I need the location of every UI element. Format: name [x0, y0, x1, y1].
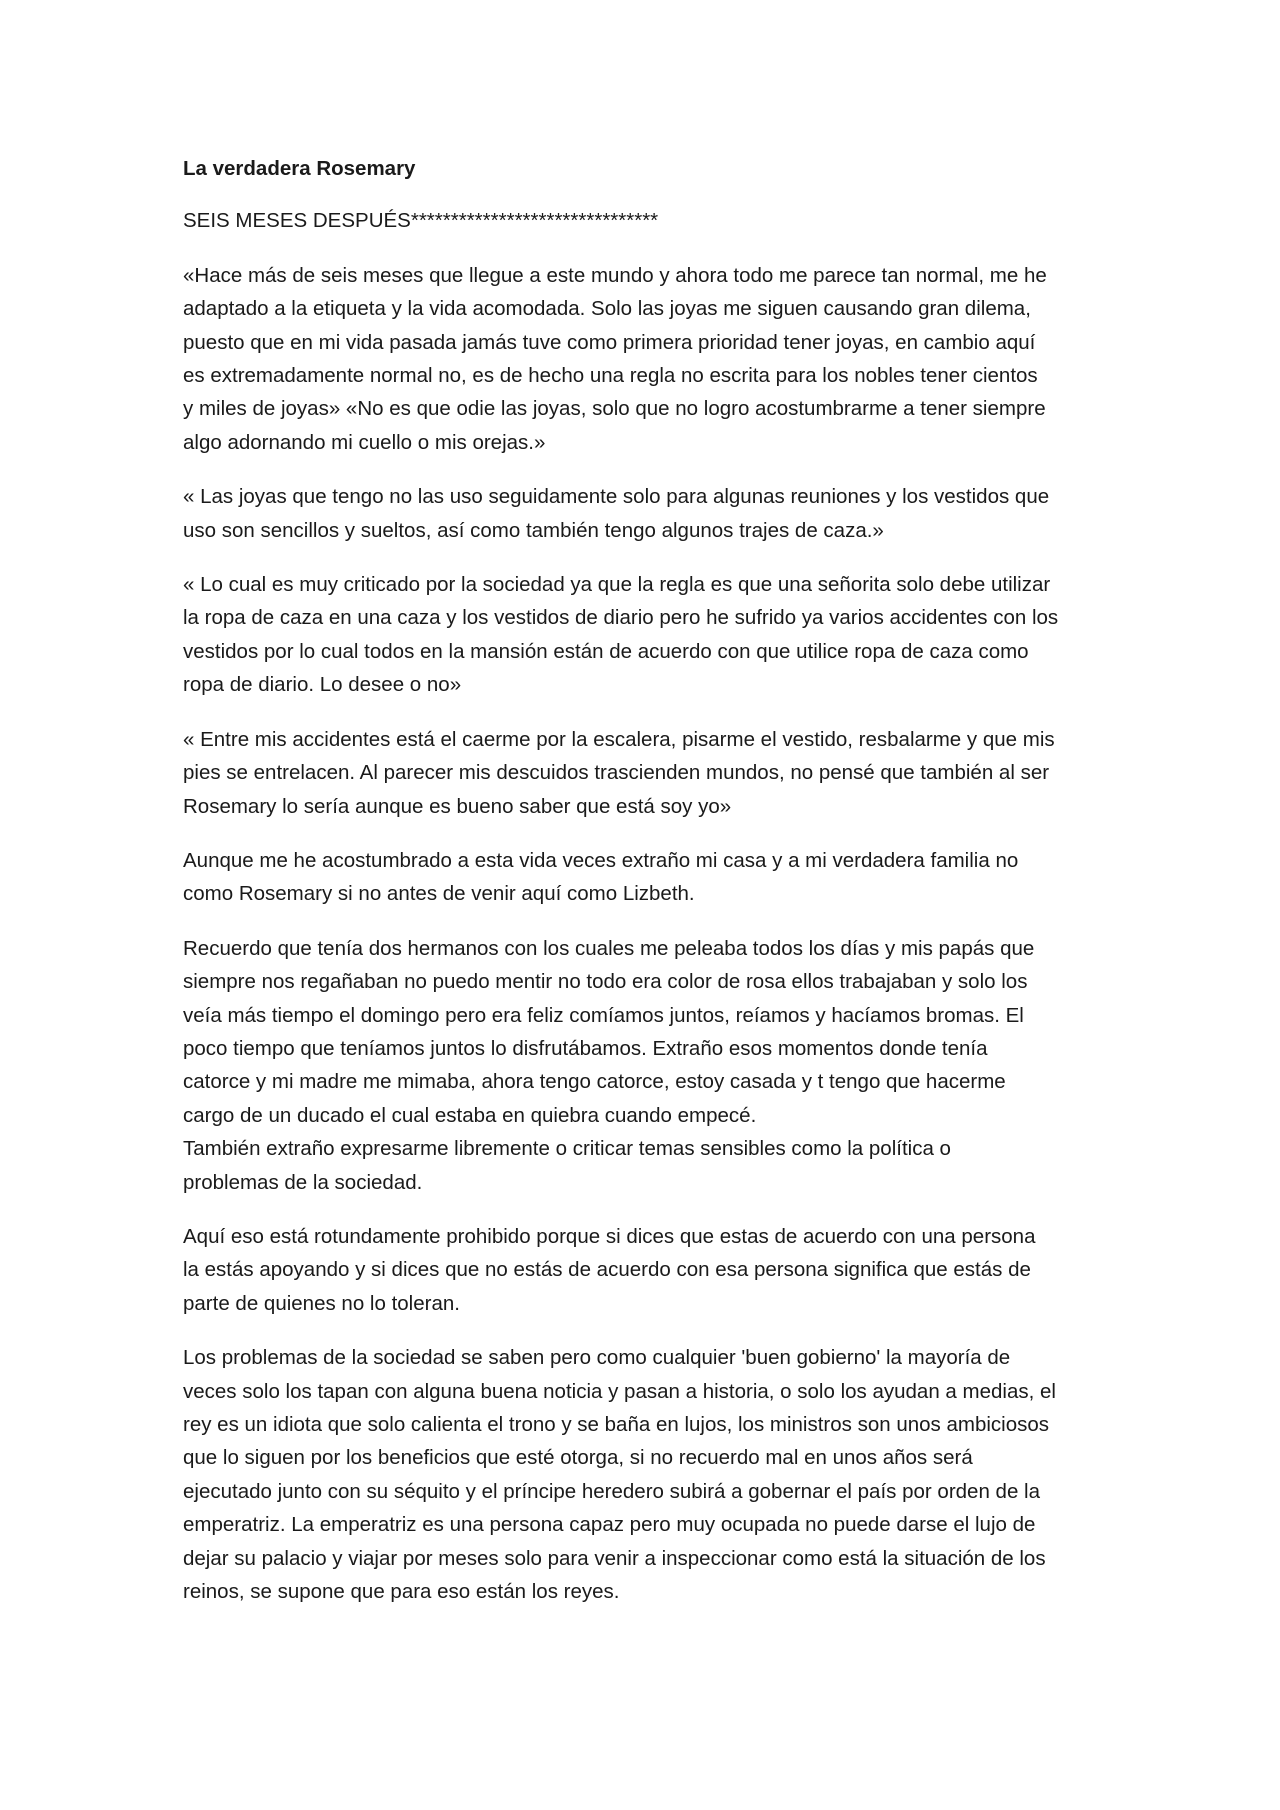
paragraph-line: ropa de diario. Lo desee o no» — [183, 673, 462, 697]
paragraph — [183, 568, 1103, 702]
chapter-heading: SEIS MESES DESPUÉS******************************* — [183, 209, 659, 233]
paragraph — [183, 932, 1103, 1199]
paragraph-line: la estás apoyando y si dices que no estás de acuerdo con esa persona significa que estás de — [183, 1258, 1031, 1282]
paragraph-line: Aunque me he acostumbrado a esta vida veces extraño mi casa y a mi verdadera familia no — [183, 848, 1019, 872]
document-body — [183, 259, 1103, 1609]
paragraph-line: rey es un idiota que solo calienta el trono y se baña en lujos, los ministros son unos ambiciosos — [183, 1413, 1050, 1436]
paragraph-line: poco tiempo que teníamos juntos lo disfrutábamos. Extraño esos momentos donde tenía — [183, 1036, 988, 1060]
paragraph-line: ejecutado junto con su séquito y el príncipe heredero subirá a gobernar el país por orden de la — [183, 1479, 1041, 1503]
paragraph-line: Los problemas de la sociedad se saben pero como cualquier 'buen gobierno' la mayoría de — [183, 1346, 1011, 1370]
paragraph-line: la ropa de caza en una caza y los vestidos de diario pero he sufrido ya varios accidentes con los — [183, 606, 1059, 630]
paragraph-line: « Lo cual es muy criticado por la sociedad ya que la regla es que una señorita solo debe utilizar — [183, 573, 1051, 597]
paragraph-line: parte de quienes no lo toleran. — [183, 1291, 460, 1315]
paragraph-line: como Rosemary si no antes de venir aquí como Lizbeth. — [183, 882, 695, 906]
document-page — [183, 152, 1103, 1629]
paragraph-line: y miles de joyas» «No es que odie las joyas, solo que no logro acostumbrarme a tener siempre — [183, 397, 1046, 421]
paragraph-line: «Hace más de seis meses que llegue a este mundo y ahora todo me parece tan normal, me he — [183, 263, 1047, 287]
paragraph-line: Rosemary lo sería aunque es bueno saber que está soy yo» — [183, 794, 732, 818]
paragraph-line: Aquí eso está rotundamente prohibido porque si dices que estas de acuerdo con una persona — [183, 1224, 1036, 1248]
paragraph-line: problemas de la sociedad. — [183, 1170, 423, 1194]
paragraph-line: reinos, se supone que para eso están los reyes. — [183, 1580, 620, 1604]
paragraph-line: emperatriz. La emperatriz es una persona capaz pero muy ocupada no puede darse el lujo de — [183, 1513, 1036, 1537]
paragraph-line: siempre nos regañaban no puedo mentir no todo era color de rosa ellos trabajaban y solo los — [183, 970, 1028, 994]
paragraph — [183, 480, 1103, 547]
paragraph-line: Recuerdo que tenía dos hermanos con los cuales me peleaba todos los días y mis papás que — [183, 936, 1035, 960]
paragraph-line: algo adornando mi cuello o mis orejas.» — [183, 430, 546, 454]
paragraph-line: uso son sencillos y sueltos, así como también tengo algunos trajes de caza.» — [183, 518, 884, 542]
paragraph-line: vestidos por lo cual todos en la mansión están de acuerdo con que utilice ropa de caza como — [183, 639, 1029, 663]
paragraph — [183, 1220, 1103, 1320]
paragraph-line: dejar su palacio y viajar por meses solo para venir a inspeccionar como está la situación de los — [183, 1546, 1046, 1570]
paragraph-line: veía más tiempo el domingo pero era feliz comíamos juntos, reíamos y hacíamos bromas. El — [183, 1003, 1024, 1027]
document-title: La verdadera Rosemary — [183, 157, 416, 180]
paragraph-line: adaptado a la etiqueta y la vida acomodada. Solo las joyas me siguen causando gran dilema, — [183, 297, 1031, 321]
paragraph — [183, 259, 1103, 459]
paragraph-line: « Las joyas que tengo no las uso seguidamente solo para algunas reuniones y los vestidos que — [183, 485, 1050, 509]
paragraph-line: catorce y mi madre me mimaba, ahora tengo catorce, estoy casada y t tengo que hacerme — [183, 1070, 1006, 1094]
paragraph — [183, 844, 1103, 911]
paragraph-line: « Entre mis accidentes está el caerme por la escalera, pisarme el vestido, resbalarme y que mis — [183, 727, 1055, 751]
paragraph-line: pies se entrelacen. Al parecer mis descuidos trascienden mundos, no pensé que también al ser — [183, 761, 1050, 785]
paragraph-line: que lo siguen por los beneficios que esté otorga, si no recuerdo mal en unos años será — [183, 1446, 973, 1470]
paragraph-line: puesto que en mi vida pasada jamás tuve como primera prioridad tener joyas, en cambio aquí — [183, 330, 1036, 354]
paragraph-line: veces solo los tapan con alguna buena noticia y pasan a historia, o solo los ayudan a medias, el — [183, 1379, 1056, 1403]
paragraph — [183, 1341, 1103, 1608]
paragraph — [183, 723, 1103, 823]
paragraph-line: cargo de un ducado el cual estaba en quiebra cuando empecé. — [183, 1103, 757, 1127]
paragraph-line: es extremadamente normal no, es de hecho una regla no escrita para los nobles tener cientos — [183, 364, 1038, 388]
paragraph-line: También extraño expresarme libremente o criticar temas sensibles como la política o — [183, 1137, 951, 1161]
